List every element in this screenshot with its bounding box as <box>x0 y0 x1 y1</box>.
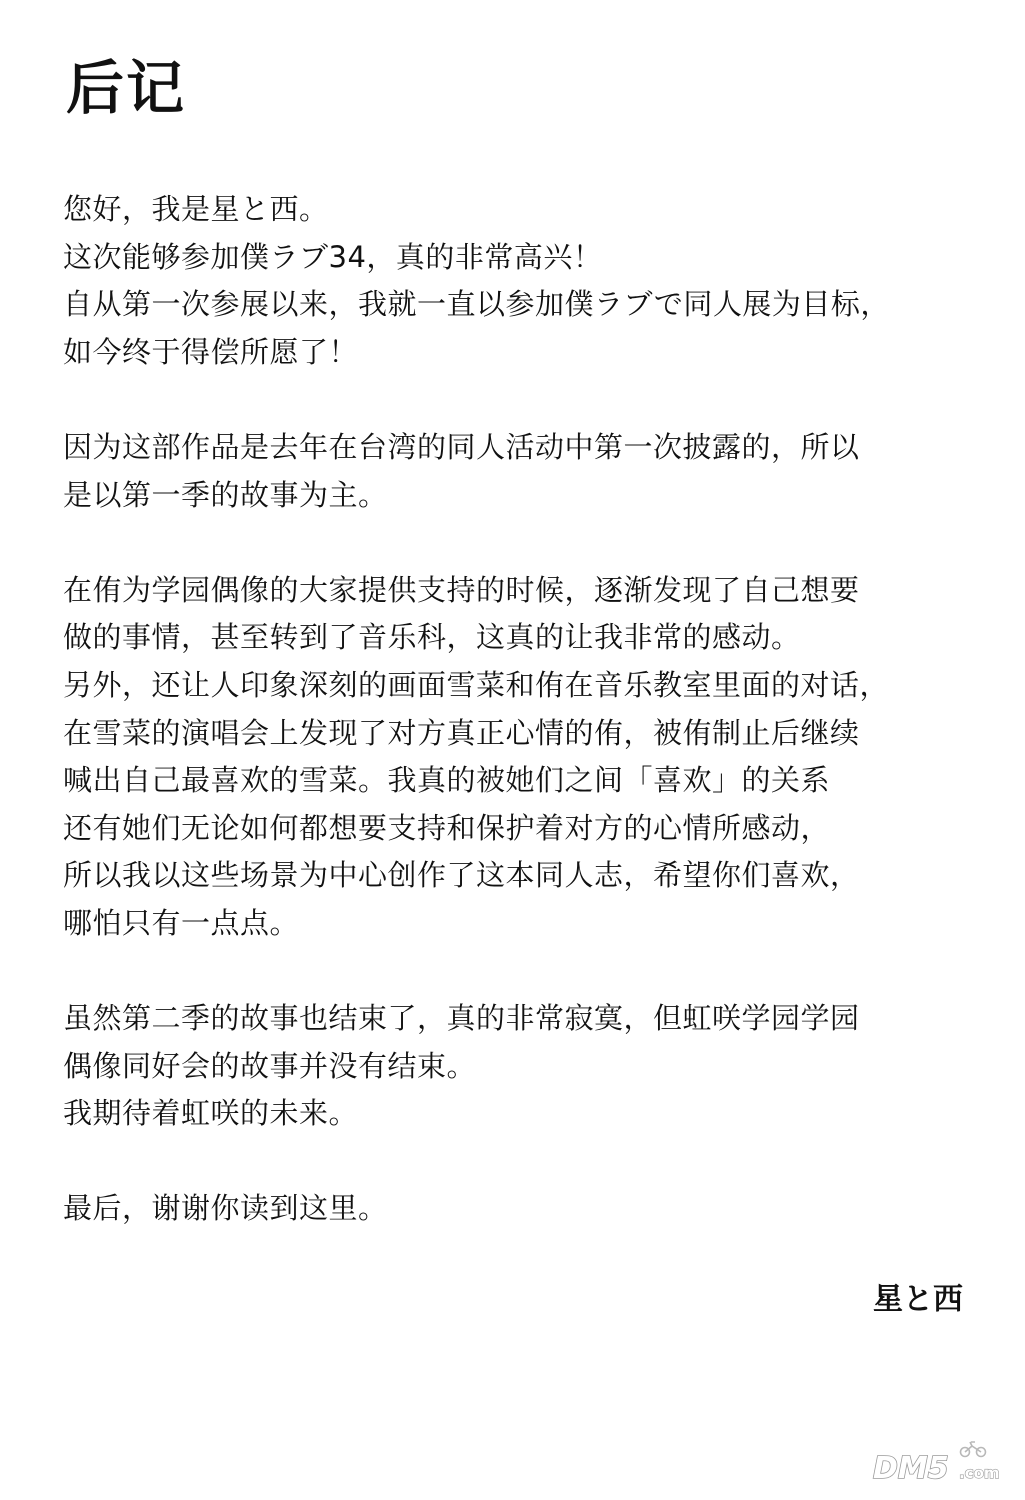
bicycle-rider-icon <box>961 1442 986 1457</box>
watermark-suffix: .com <box>959 1464 1000 1482</box>
author-signature: 星と西 <box>873 1282 963 1317</box>
text-line: 最后，谢谢你读到这里。 <box>63 1191 388 1226</box>
paragraph-future <box>63 995 983 1138</box>
text-line: 还有她们无论如何都想要支持和保护着对方的心情所感动， <box>63 810 831 845</box>
text-line: 在侑为学园偶像的大家提供支持的时候，逐渐发现了自己想要 <box>63 572 860 607</box>
text-line: 我期待着虹咲的未来。 <box>63 1096 359 1131</box>
text-line: 偶像同好会的故事并没有结束。 <box>63 1048 477 1083</box>
text-line: 做的事情，甚至转到了音乐科，这真的让我非常的感动。 <box>63 620 801 655</box>
text-line: 因为这部作品是去年在台湾的同人活动中第一次披露的，所以 <box>63 429 860 464</box>
paragraph-story <box>63 567 983 948</box>
text-line: 如今终于得偿所愿了！ <box>63 334 359 369</box>
text-line: 喊出自己最喜欢的雪菜。我真的被她们之间「喜欢」的关系 <box>63 763 831 798</box>
text-line: 另外，还让人印象深刻的画面雪菜和侑在音乐教室里面的对话， <box>63 667 890 702</box>
watermark-text: DM5 <box>873 1451 949 1484</box>
page-title: 后记 <box>66 54 187 122</box>
text-line: 自从第一次参展以来，我就一直以参加僕ラブで同人展为目标， <box>63 287 890 322</box>
text-line: 虽然第二季的故事也结束了，真的非常寂寞，但虹咲学园学园 <box>63 1001 860 1036</box>
text-line: 是以第一季的故事为主。 <box>63 477 388 512</box>
paragraph-greeting <box>63 186 983 376</box>
dm5-watermark-logo <box>871 1440 1011 1484</box>
text-line: 您好，我是星と西。 <box>63 192 329 226</box>
text-line: 这次能够参加僕ラブ34，真的非常高兴！ <box>63 239 603 274</box>
text-line: 哪怕只有一点点。 <box>63 905 300 940</box>
text-line: 在雪菜的演唱会上发现了对方真正心情的侑，被侑制止后继续 <box>63 715 860 750</box>
text-line: 所以我以这些场景为中心创作了这本同人志，希望你们喜欢， <box>63 858 860 893</box>
paragraph-thanks <box>63 1185 983 1233</box>
afterword-body <box>63 186 983 1281</box>
paragraph-origin <box>63 424 983 519</box>
